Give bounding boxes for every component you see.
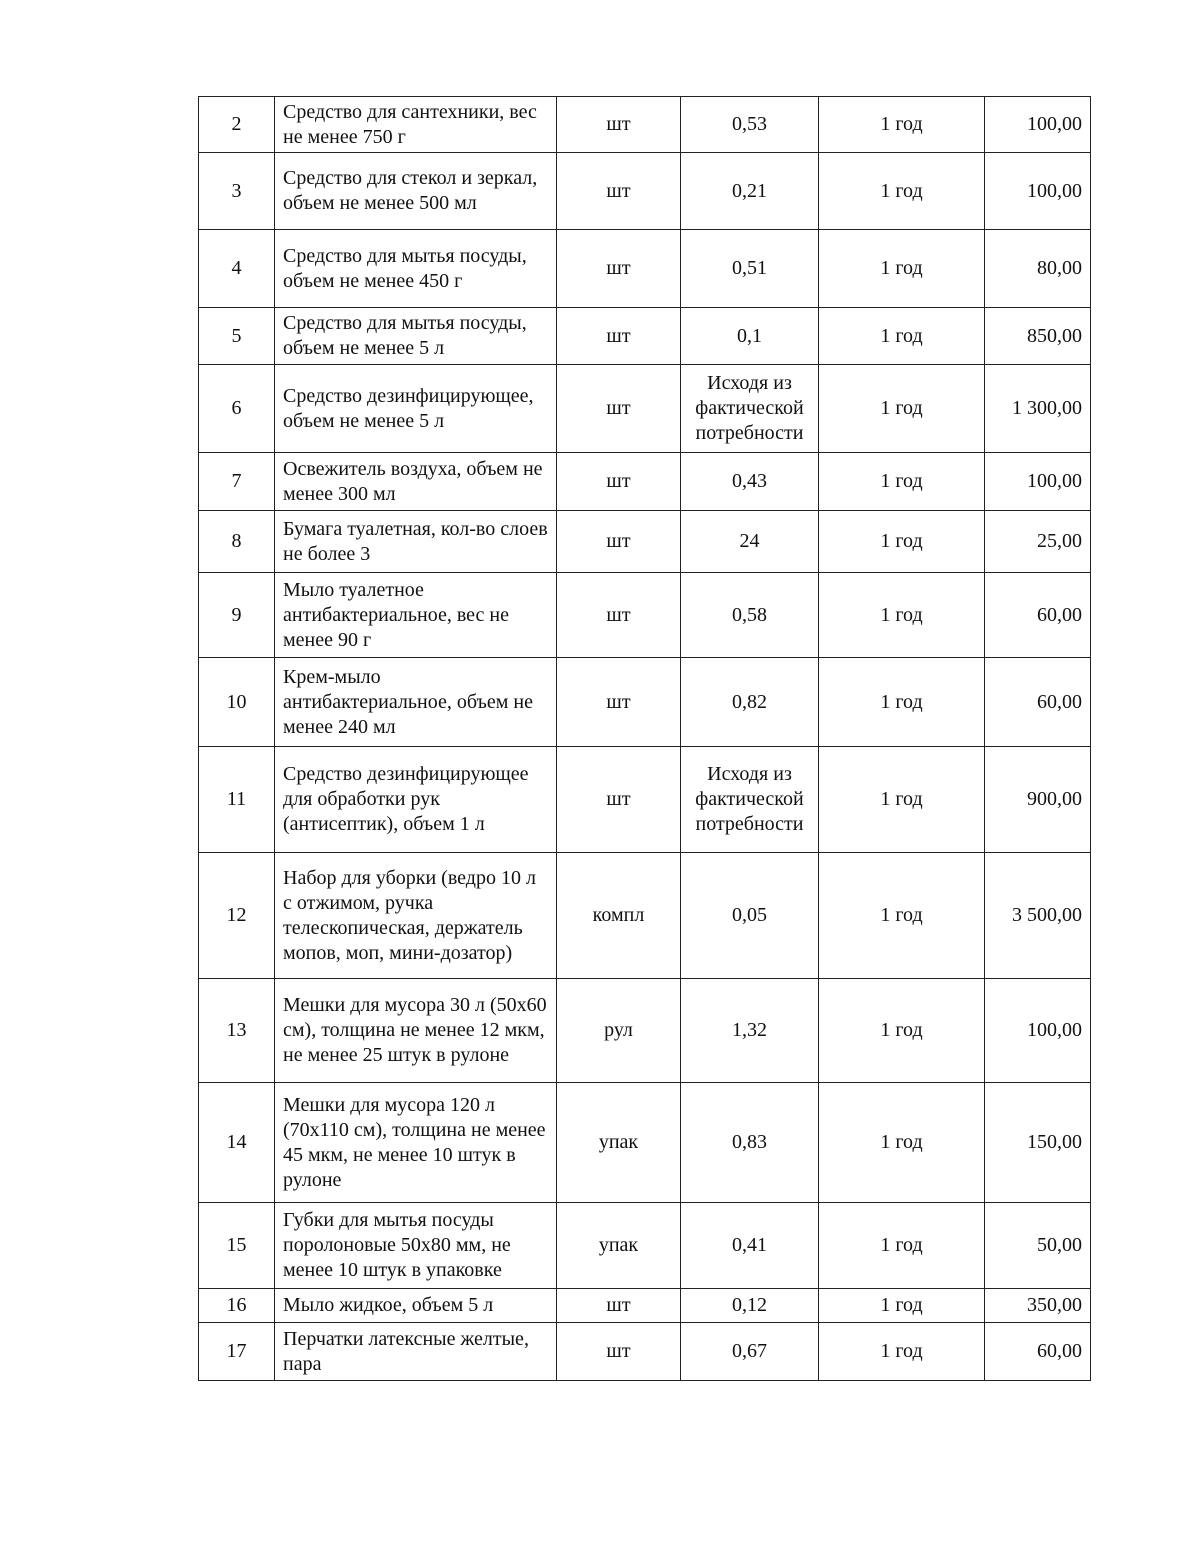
table-row <box>199 853 1091 979</box>
table-row <box>199 1203 1091 1289</box>
usage-term: 1 год <box>819 1083 985 1203</box>
row-number: 14 <box>199 1083 275 1203</box>
quantity-norm: 0,43 <box>681 453 819 511</box>
row-number: 3 <box>199 153 275 230</box>
quantity-norm: 1,32 <box>681 979 819 1083</box>
unit-cell: шт <box>557 511 681 573</box>
row-number: 16 <box>199 1289 275 1323</box>
quantity-norm: Исходя из фактической потребности <box>681 747 819 853</box>
row-number: 13 <box>199 979 275 1083</box>
quantity-norm: 0,83 <box>681 1083 819 1203</box>
row-number: 10 <box>199 658 275 747</box>
usage-term: 1 год <box>819 573 985 658</box>
row-number: 17 <box>199 1323 275 1381</box>
unit-cell: шт <box>557 1289 681 1323</box>
usage-term: 1 год <box>819 97 985 153</box>
table-row <box>199 1289 1091 1323</box>
usage-term: 1 год <box>819 979 985 1083</box>
unit-cell: рул <box>557 979 681 1083</box>
price-cell: 850,00 <box>985 308 1091 365</box>
price-cell: 60,00 <box>985 573 1091 658</box>
item-name: Средство для мытья посуды, объем не менее 5 л <box>275 308 557 365</box>
quantity-norm: 0,41 <box>681 1203 819 1289</box>
unit-cell: компл <box>557 853 681 979</box>
usage-term: 1 год <box>819 308 985 365</box>
price-cell: 100,00 <box>985 979 1091 1083</box>
table-row <box>199 658 1091 747</box>
item-name: Средство для стекол и зеркал, объем не менее 500 мл <box>275 153 557 230</box>
quantity-norm: 0,1 <box>681 308 819 365</box>
row-number: 5 <box>199 308 275 365</box>
item-name: Средство для сантехники, вес не менее 750 г <box>275 97 557 153</box>
quantity-norm: 0,82 <box>681 658 819 747</box>
unit-cell: шт <box>557 365 681 453</box>
price-cell: 1 300,00 <box>985 365 1091 453</box>
usage-term: 1 год <box>819 230 985 308</box>
quantity-norm: 0,58 <box>681 573 819 658</box>
usage-term: 1 год <box>819 658 985 747</box>
row-number: 11 <box>199 747 275 853</box>
quantity-norm: 0,12 <box>681 1289 819 1323</box>
price-cell: 900,00 <box>985 747 1091 853</box>
table-row <box>199 153 1091 230</box>
row-number: 12 <box>199 853 275 979</box>
unit-cell: шт <box>557 97 681 153</box>
quantity-norm: 0,67 <box>681 1323 819 1381</box>
price-cell: 80,00 <box>985 230 1091 308</box>
row-number: 4 <box>199 230 275 308</box>
table-row <box>199 230 1091 308</box>
usage-term: 1 год <box>819 1203 985 1289</box>
unit-cell: шт <box>557 153 681 230</box>
usage-term: 1 год <box>819 153 985 230</box>
item-name: Мешки для мусора 120 л (70х110 см), толщина не менее 45 мкм, не менее 10 штук в рулоне <box>275 1083 557 1203</box>
usage-term: 1 год <box>819 747 985 853</box>
table-row <box>199 97 1091 153</box>
item-name: Губки для мытья посуды поролоновые 50х80 мм, не менее 10 штук в упаковке <box>275 1203 557 1289</box>
unit-cell: шт <box>557 453 681 511</box>
price-cell: 25,00 <box>985 511 1091 573</box>
table-row <box>199 573 1091 658</box>
item-name: Мыло туалетное антибактериальное, вес не менее 90 г <box>275 573 557 658</box>
table-row <box>199 979 1091 1083</box>
quantity-norm: 24 <box>681 511 819 573</box>
usage-term: 1 год <box>819 853 985 979</box>
usage-term: 1 год <box>819 1289 985 1323</box>
usage-term: 1 год <box>819 1323 985 1381</box>
item-name: Мыло жидкое, объем 5 л <box>275 1289 557 1323</box>
row-number: 7 <box>199 453 275 511</box>
price-cell: 50,00 <box>985 1203 1091 1289</box>
usage-term: 1 год <box>819 453 985 511</box>
unit-cell: упак <box>557 1203 681 1289</box>
table-row <box>199 308 1091 365</box>
unit-cell: шт <box>557 573 681 658</box>
item-name: Средство для мытья посуды, объем не менее 450 г <box>275 230 557 308</box>
item-name: Средство дезинфицирующее для обработки рук (антисептик), объем 1 л <box>275 747 557 853</box>
price-cell: 60,00 <box>985 1323 1091 1381</box>
row-number: 6 <box>199 365 275 453</box>
item-name: Средство дезинфицирующее, объем не менее 5 л <box>275 365 557 453</box>
quantity-norm: 0,51 <box>681 230 819 308</box>
price-cell: 60,00 <box>985 658 1091 747</box>
item-name: Перчатки латексные желтые, пара <box>275 1323 557 1381</box>
price-cell: 3 500,00 <box>985 853 1091 979</box>
usage-term: 1 год <box>819 365 985 453</box>
supplies-table <box>198 96 1091 1381</box>
unit-cell: шт <box>557 230 681 308</box>
unit-cell: шт <box>557 747 681 853</box>
price-cell: 150,00 <box>985 1083 1091 1203</box>
item-name: Набор для уборки (ведро 10 л с отжимом, ручка телескопическая, держатель мопов, моп, мини-дозатор) <box>275 853 557 979</box>
row-number: 8 <box>199 511 275 573</box>
table-row <box>199 1083 1091 1203</box>
unit-cell: шт <box>557 308 681 365</box>
row-number: 15 <box>199 1203 275 1289</box>
row-number: 2 <box>199 97 275 153</box>
item-name: Мешки для мусора 30 л (50х60 см), толщина не менее 12 мкм, не менее 25 штук в рулоне <box>275 979 557 1083</box>
quantity-norm: 0,53 <box>681 97 819 153</box>
unit-cell: шт <box>557 1323 681 1381</box>
unit-cell: упак <box>557 1083 681 1203</box>
table-row <box>199 511 1091 573</box>
price-cell: 350,00 <box>985 1289 1091 1323</box>
table-row <box>199 1323 1091 1381</box>
price-cell: 100,00 <box>985 153 1091 230</box>
table-row <box>199 747 1091 853</box>
table-row <box>199 365 1091 453</box>
quantity-norm: Исходя из фактической потребности <box>681 365 819 453</box>
price-cell: 100,00 <box>985 453 1091 511</box>
row-number: 9 <box>199 573 275 658</box>
unit-cell: шт <box>557 658 681 747</box>
quantity-norm: 0,21 <box>681 153 819 230</box>
quantity-norm: 0,05 <box>681 853 819 979</box>
usage-term: 1 год <box>819 511 985 573</box>
item-name: Освежитель воздуха, объем не менее 300 мл <box>275 453 557 511</box>
table-row <box>199 453 1091 511</box>
price-cell: 100,00 <box>985 97 1091 153</box>
item-name: Бумага туалетная, кол-во слоев не более 3 <box>275 511 557 573</box>
item-name: Крем-мыло антибактериальное, объем не менее 240 мл <box>275 658 557 747</box>
